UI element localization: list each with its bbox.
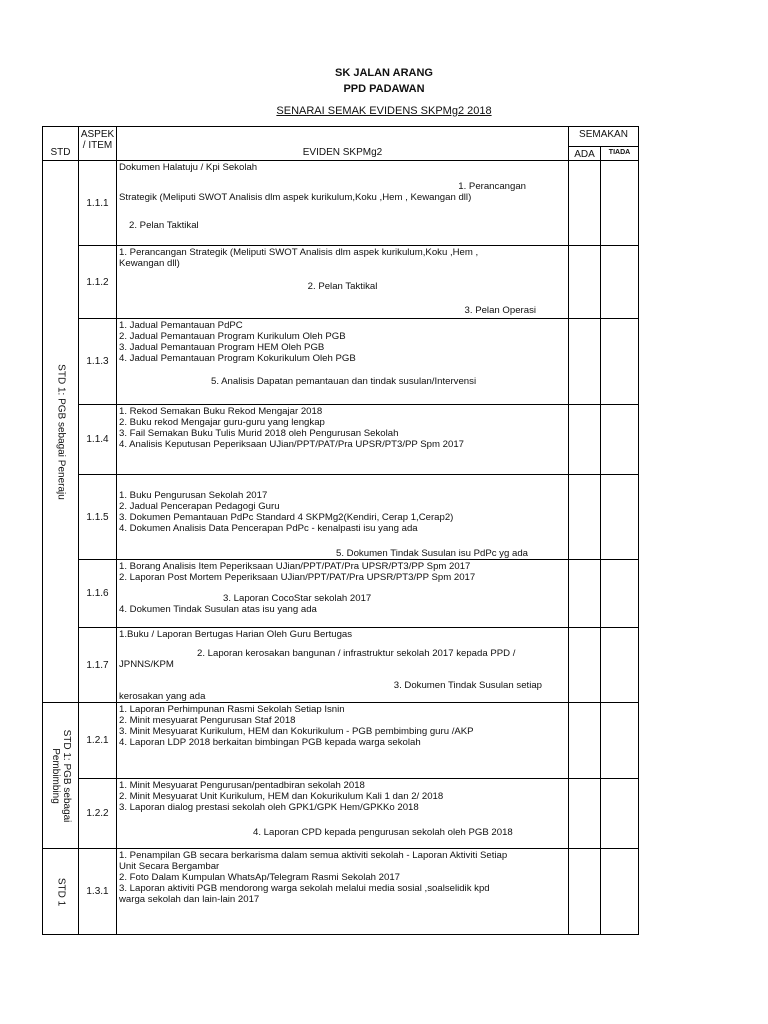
aspek-cell: 1.1.2 [79,246,117,319]
tiada-checkbox[interactable] [601,161,639,246]
ada-checkbox[interactable] [569,779,601,849]
ada-checkbox[interactable] [569,475,601,560]
table-row [43,405,639,475]
header-std: STD [43,127,79,161]
eviden-cell: 1. Jadual Pemantauan PdPC 2. Jadual Pemantauan Program Kurikulum Oleh PGB 3. Jadual Pemantauan Program HEM Oleh PGB 4. Jadual Pemantauan Program Kokurikulum Oleh PGB 5. Analisis Dapatan pemantauan dan tindak susulan/Intervensi [117,319,569,405]
header-aspek: ASPEK / ITEM [79,127,117,161]
table-row [43,628,639,703]
tiada-checkbox[interactable] [601,560,639,628]
table-row [43,246,639,319]
aspek-cell: 1.1.7 [79,628,117,703]
aspek-cell: 1.2.1 [79,703,117,779]
ada-checkbox[interactable] [569,703,601,779]
table-row [43,560,639,628]
eviden-cell: 1. Minit Mesyuarat Pengurusan/pentadbiran sekolah 2018 2. Minit Mesyuarat Unit Kurikulum, HEM dan Kokurikulum Kali 1 dan 2/ 2018 3. Laporan dialog prestasi sekolah oleh GPK1/GPK Hem/GPKKo 2018 4. Laporan CPD kepada pengurusan sekolah oleh PGB 2018 [117,779,569,849]
std-cell-pembimbing: STD 1: PGB sebagai Pembimbing [43,703,79,849]
eviden-cell: Dokumen Halatuju / Kpi Sekolah 1. Perancangan Strategik (Meliputi SWOT Analisis dlm aspek kurikulum,Koku ,Hem , Kewangan dll) 2. Pelan Taktikal [117,161,569,246]
checklist-table [42,126,639,935]
aspek-cell: 1.1.4 [79,405,117,475]
tiada-checkbox[interactable] [601,628,639,703]
ada-checkbox[interactable] [569,849,601,935]
eviden-cell: 1.Buku / Laporan Bertugas Harian Oleh Guru Bertugas 2. Laporan kerosakan bangunan / infrastruktur sekolah 2017 kepada PPD / JPNNS/KPM 3. Dokumen Tindak Susulan setiap kerosakan yang ada [117,628,569,703]
district-name: PPD PADAWAN [343,83,425,95]
tiada-checkbox[interactable] [601,779,639,849]
aspek-cell: 1.1.5 [79,475,117,560]
eviden-cell: 1. Perancangan Strategik (Meliputi SWOT Analisis dlm aspek kurikulum,Koku ,Hem , Kewangan dll) 2. Pelan Taktikal 3. Pelan Operasi [117,246,569,319]
eviden-cell: 1. Buku Pengurusan Sekolah 2017 2. Jadual Pencerapan Pedagogi Guru 3. Dokumen Pemantauan PdPc Standard 4 SKPMg2(Kendiri, Cerap 1,Cerap2) 4. Dokumen Analisis Data Pencerapan PdPc - kenalpasti isu yang ada 5. Dokumen Tindak Susulan isu PdPc yg ada [117,475,569,560]
tiada-checkbox[interactable] [601,849,639,935]
school-name: SK JALAN ARANG [335,67,433,79]
aspek-cell: 1.1.1 [79,161,117,246]
tiada-checkbox[interactable] [601,475,639,560]
table-row [43,703,639,779]
table-row [43,779,639,849]
eviden-cell: 1. Borang Analisis Item Peperiksaan UJian/PPT/PAT/Pra UPSR/PT3/PP Spm 2017 2. Laporan Post Mortem Peperiksaan UJian/PPT/PAT/Pra UPSR/PT3/PP Spm 2017 3. Laporan CocoStar sekolah 2017 4. Dokumen Tindak Susulan atas isu yang ada [117,560,569,628]
tiada-checkbox[interactable] [601,405,639,475]
tiada-checkbox[interactable] [601,703,639,779]
aspek-cell: 1.2.2 [79,779,117,849]
table-row [43,319,639,405]
ada-checkbox[interactable] [569,246,601,319]
tiada-checkbox[interactable] [601,246,639,319]
table-row [43,475,639,560]
eviden-cell: 1. Penampilan GB secara berkarisma dalam semua aktiviti sekolah - Laporan Aktiviti Setiap Unit Secara Bergambar 2. Foto Dalam Kumpulan WhatsAp/Telegram Rasmi Sekolah 2017 3. Laporan aktiviti PGB mendorong warga sekolah melalui media sosial ,soalselidik kpd warga sekolah dan lain-lain 2017 [117,849,569,935]
page-title: SENARAI SEMAK EVIDENS SKPMg2 2018 [276,105,492,117]
ada-checkbox[interactable] [569,405,601,475]
table-row [43,849,639,935]
aspek-cell: 1.3.1 [79,849,117,935]
table-row [43,161,639,246]
header-ada: ADA [569,147,601,161]
header-semakan: SEMAKAN [569,127,639,147]
ada-checkbox[interactable] [569,161,601,246]
ada-checkbox[interactable] [569,319,601,405]
aspek-cell: 1.1.3 [79,319,117,405]
eviden-cell: 1. Rekod Semakan Buku Rekod Mengajar 2018 2. Buku rekod Mengajar guru-guru yang lengkap 3. Fail Semakan Buku Tulis Murid 2018 oleh Pengurusan Sekolah 4. Analisis Keputusan Peperiksaan UJian/PPT/PAT/Pra UPSR/PT3/PP Spm 2017 [117,405,569,475]
header-eviden: EVIDEN SKPMg2 [117,127,569,161]
eviden-cell: 1. Laporan Perhimpunan Rasmi Sekolah Setiap Isnin 2. Minit mesyuarat Pengurusan Staf 2018 3. Minit Mesyuarat Kurikulum, HEM dan Kokurikulum - PGB pembimbing guru /AKP 4. Laporan LDP 2018 berkaitan bimbingan PGB kepada warga sekolah [117,703,569,779]
std-cell-peneraju: STD 1: PGB sebagai Peneraju [43,161,79,703]
ada-checkbox[interactable] [569,560,601,628]
header-tiada: TIADA [601,147,639,161]
std-cell-std1: STD 1 [43,849,79,935]
ada-checkbox[interactable] [569,628,601,703]
tiada-checkbox[interactable] [601,319,639,405]
aspek-cell: 1.1.6 [79,560,117,628]
